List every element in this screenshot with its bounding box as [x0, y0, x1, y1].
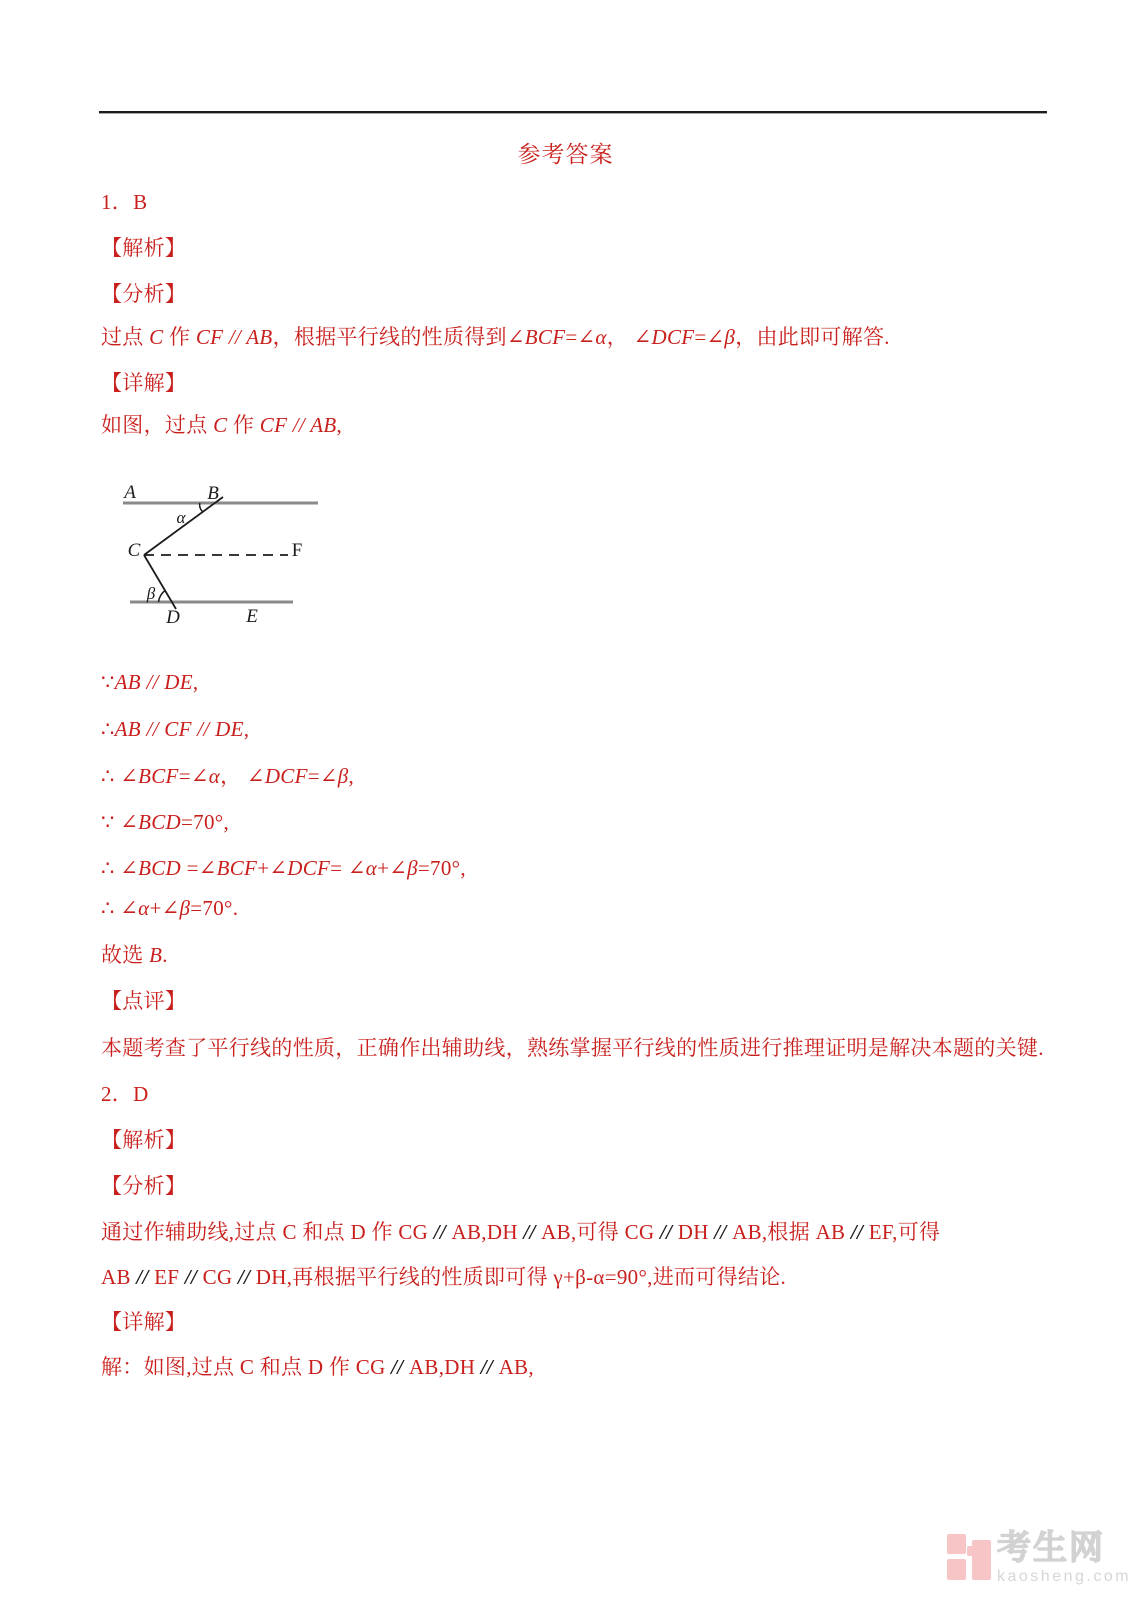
q1-jiexi-label: 【解析】: [101, 236, 187, 260]
q1-step-5: ∴ ∠BCD =∠BCF+∠DCF= ∠α+∠β=70°,: [101, 856, 466, 880]
q1-answer: 1．B: [101, 190, 148, 214]
q1-conclusion: 故选 B.: [101, 943, 168, 967]
watermark-text: [997, 1532, 1131, 1585]
logo-block: [947, 1559, 966, 1580]
page-title: 参考答案: [517, 142, 614, 167]
figure-label-d: D: [166, 607, 180, 628]
kaosheng-logo-icon: [947, 1532, 993, 1582]
q1-xiangjie-label: 【详解】: [101, 371, 187, 395]
q1-dianping-label: 【点评】: [101, 989, 187, 1013]
q2-fenxi-label: 【分析】: [101, 1174, 187, 1198]
q1-analysis: 过点 C 作 CF // AB，根据平行线的性质得到∠BCF=∠α， ∠DCF=∠β，由此即可解答.: [101, 325, 890, 349]
q2-xiangjie-label: 【详解】: [101, 1310, 187, 1334]
q1-step-1: ∵AB // DE,: [101, 670, 199, 694]
q1-step-6: ∴ ∠α+∠β=70°.: [101, 896, 239, 920]
figure-label-beta: β: [146, 584, 156, 603]
figure-label-f: F: [291, 540, 303, 561]
figure-label-b: B: [207, 483, 219, 504]
q1-comment: 本题考查了平行线的性质，正确作出辅助线，熟练掌握平行线的性质进行推理证明是解决本题的关键.: [101, 1036, 1044, 1060]
logo-block: [972, 1540, 991, 1580]
angle-arc-d: [159, 591, 166, 603]
q1-step-4: ∵ ∠BCD=70°,: [101, 810, 230, 834]
q1-step-3: ∴ ∠BCF=∠α， ∠DCF=∠β,: [101, 764, 355, 788]
q2-analysis-line1: 通过作辅助线,过点 C 和点 D 作 CG // AB,DH // AB,可得 CG // DH // AB,根据 AB // EF,可得: [101, 1220, 941, 1244]
q1-step-2: ∴AB // CF // DE,: [101, 717, 250, 741]
figure-label-alpha: α: [176, 508, 186, 527]
q2-jiexi-label: 【解析】: [101, 1128, 187, 1152]
figure-label-c: C: [127, 540, 141, 561]
q1-figure-intro: 如图，过点 C 作 CF // AB,: [101, 413, 343, 437]
q2-answer: 2．D: [101, 1082, 149, 1106]
q1-fenxi-label: 【分析】: [101, 282, 187, 306]
watermark-site-name: 考生网: [997, 1530, 1105, 1567]
kaosheng-watermark: [947, 1532, 1131, 1585]
geometry-figure: [114, 474, 324, 634]
figure-label-e: E: [246, 606, 258, 627]
watermark-site-domain: kaosheng.com: [997, 1568, 1131, 1585]
q2-solution-intro: 解：如图,过点 C 和点 D 作 CG // AB,DH // AB,: [101, 1355, 534, 1379]
q2-analysis-line2: AB // EF // CG // DH,再根据平行线的性质即可得 γ+β-α=90°,进而可得结论.: [101, 1265, 787, 1289]
header-rule: [99, 111, 1047, 114]
logo-block: [947, 1534, 966, 1554]
figure-label-a: A: [124, 482, 136, 503]
logo-block: [967, 1546, 975, 1556]
